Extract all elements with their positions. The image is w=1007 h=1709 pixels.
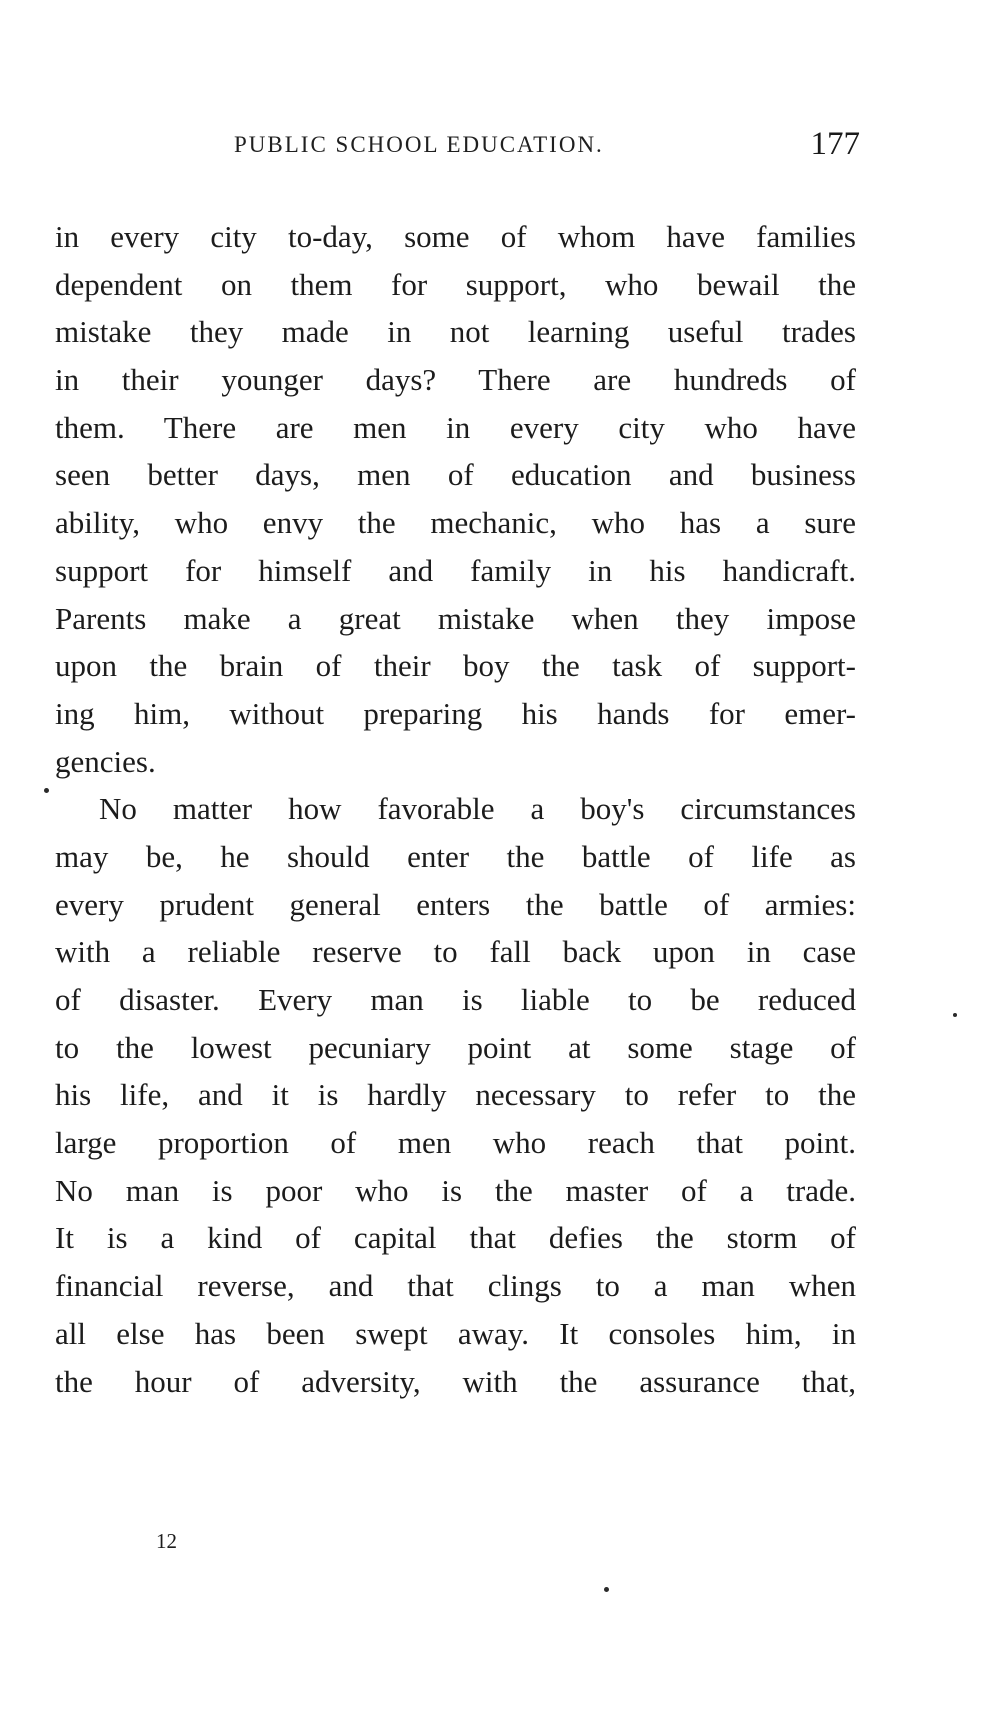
text-line: ing him, without preparing his hands for emer- <box>55 695 856 731</box>
text-line: them. There are men in every city who have <box>55 409 856 445</box>
paragraph-1 <box>55 213 856 785</box>
text-line: No man is poor who is the master of a trade. <box>55 1172 856 1208</box>
text-line: No matter how favorable a boy's circumstances <box>99 791 856 827</box>
text-line: large proportion of men who reach that point. <box>55 1125 856 1161</box>
text-line: financial reverse, and that clings to a man when <box>55 1268 856 1304</box>
text-line: seen better days, men of education and business <box>55 457 856 493</box>
text-line: all else has been swept away. It consoles him, in <box>55 1315 856 1351</box>
text-line: It is a kind of capital that defies the storm of <box>55 1220 856 1256</box>
text-line: the hour of adversity, with the assurance that, <box>55 1363 856 1399</box>
signature-mark: 12 <box>156 1529 177 1553</box>
text-line: in their younger days? There are hundreds of <box>55 362 856 398</box>
text-line: ability, who envy the mechanic, who has a sure <box>55 505 856 541</box>
print-speck <box>44 788 49 793</box>
text-line: may be, he should enter the battle of life as <box>55 838 856 874</box>
text-line: upon the brain of their boy the task of support- <box>55 648 856 684</box>
running-title: PUBLIC SCHOOL EDUCATION. <box>234 132 604 157</box>
text-line: with a reliable reserve to fall back upon in case <box>55 934 856 970</box>
text-line: of disaster. Every man is liable to be reduced <box>55 982 856 1017</box>
page-number: 177 <box>810 126 860 162</box>
text-line: dependent on them for support, who bewail the <box>55 266 856 302</box>
print-speck <box>604 1587 609 1592</box>
text-line: in every city to-day, some of whom have families <box>55 219 856 254</box>
paragraph-2 <box>55 785 856 1405</box>
text-line: to the lowest pecuniary point at some stage of <box>55 1029 856 1065</box>
print-speck <box>953 1013 957 1017</box>
text-line: Parents make a great mistake when they impose <box>55 600 856 636</box>
text-line: gencies. <box>55 743 156 779</box>
text-line: support for himself and family in his handicraft. <box>55 552 856 588</box>
text-line: his life, and it is hardly necessary to refer to the <box>55 1077 856 1113</box>
text-line: mistake they made in not learning useful trades <box>55 314 856 350</box>
text-line: every prudent general enters the battle of armies: <box>55 886 856 922</box>
running-head <box>220 126 860 166</box>
body-text <box>55 213 856 1405</box>
